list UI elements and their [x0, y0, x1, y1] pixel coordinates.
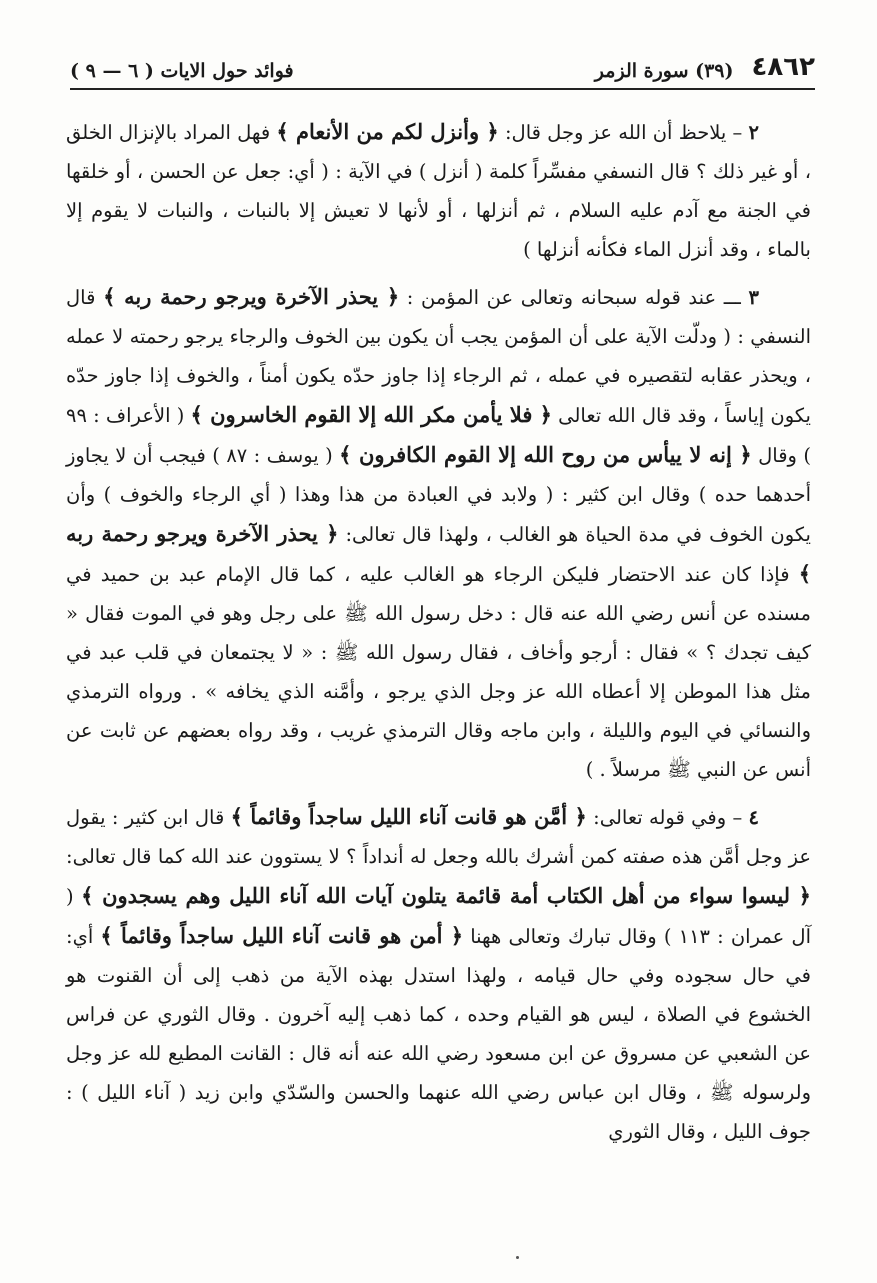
page-mark: [516, 1256, 519, 1259]
page-header: [70, 34, 815, 90]
body-text: ( يوسف : ٨٧ ) فيجب أن لا يجاوز أحدهما حده ) وقال ابن كثير : ( ولابد في العبادة من هذا وهذا ( أي الرجاء والخوف ) وأن يكون الخوف في مدة الحياة هو الغالب ، ولهذا قال تعالى:: [66, 444, 811, 546]
body-text: ( آل عمران : ١١٣ ) وقال تبارك وتعالى ههنا: [66, 885, 811, 948]
running-title: فوائد حول الايات ( ٦ — ٩ ): [70, 60, 294, 82]
body-text: أي: في حال سجوده وفي حال قيامه ، ولهذا استدل بهذه الآية من ذهب إلى أن القنوت هو الخشوع في الصلاة ، ليس هو القيام وحده ، كما ذهب إليه آخرون . وقال الثوري عن فراس عن الشعبي عن مسروق عن ابن مسعود رضي الله عنه أنه قال : القانت المطيع لله عز وجل ولرسوله ﷺ ، وقال ابن عباس رضي الله عنهما والحسن والسّدّي وابن زيد ( آناء الليل ) : جوف الليل ، وقال الثوري: [66, 925, 811, 1143]
paragraph-number: ٢: [748, 121, 760, 144]
body-text: فإذا كان عند الاحتضار فليكن الرجاء هو الغالب عليه ، كما قال الإمام عبد بن حميد في مسنده عن أنس رضي الله عنه قال : دخل رسول الله ﷺ على رجل وهو في الموت فقال « كيف تجدك ؟ » فقال : أرجو وأخاف ، فقال رسول الله ﷺ : « لا يجتمعان في قلب عبد في مثل هذا الموطن إلا أعطاه الله عز وجل الذي يرجو ، وأمَّنه الذي يخافه » . ورواه الترمذي والنسائي في اليوم والليلة ، وابن ماجه وقال الترمذي غريب ، وقد رواه بعضهم عن ثابت عن أنس عن النبي ﷺ مرسلاً . ): [66, 563, 811, 781]
paragraph-number: ٤: [748, 806, 759, 829]
paragraph-٤: [66, 797, 811, 1151]
quran-quote: ﴿ ليسوا سواء من أهل الكتاب أمة قائمة يتلون آيات الله آناء الليل وهم يسجدون ﴾: [81, 883, 811, 908]
paragraph-٢: [66, 112, 811, 269]
body-text: – يلاحظ أن الله عز وجل قال:: [498, 121, 749, 144]
paragraph-number: ٣: [748, 286, 759, 309]
quran-quote: ﴿ يحذر الآخرة ويرجو رحمة ربه ﴾: [103, 284, 400, 309]
body-text: قال النسفي : ( ودلّت الآية على أن المؤمن يجب أن يكون بين الخوف والرجاء يرجو رحمته لا عمله ، ويحذر عقابه لتقصيره في عمله ، ثم الرجاء إذا جاوز حدّه يكون أمناً ، والخوف إذا جاوز حدّه يكون إياساً ، وقد قال الله تعالى: [66, 286, 811, 427]
quran-quote: ﴿ يحذر الآخرة ويرجو رحمة ربه ﴾: [66, 521, 811, 586]
page-body: [66, 112, 811, 1243]
body-text: ( الأعراف : ٩٩ ) وقال: [66, 404, 811, 467]
body-text: فهل المراد بالإنزال الخلق ، أو غير ذلك ؟ قال النسفي مفسِّراً كلمة ( أنزل ) في الآية : ( أي: جعل عن الحسن ، أو خلقها في الجنة مع آدم عليه السلام ، ثم أنزلها ، أو لأنها لا تعيش إلا بالنبات ، والنبات لا يقوم إلا بالماء ، وقد أنزل الماء فكأنه أنزلها ): [66, 121, 811, 261]
quran-quote: ﴿ فلا يأمن مكر الله إلا القوم الخاسرون ﴾: [190, 402, 552, 427]
body-text: – وفي قوله تعالى:: [586, 806, 749, 829]
quran-quote: ﴿ أمن هو قانت آناء الليل ساجداً وقائماً ﴾: [100, 923, 464, 948]
header-right-group: [595, 52, 815, 82]
paragraph-٣: [66, 277, 811, 789]
quran-quote: ﴿ إنه لا ييأس من روح الله إلا القوم الكافرون ﴾: [339, 442, 752, 467]
quran-quote: ﴿ أمَّن هو قانت آناء الليل ساجداً وقائماً ﴾: [230, 804, 587, 829]
surah-title: (٣٩) سورة الزمر: [594, 60, 734, 82]
body-text: ـــ عند قوله سبحانه وتعالى عن المؤمن :: [399, 286, 749, 309]
body-text: قال ابن كثير : يقول عز وجل أمَّن هذه صفته كمن أشرك بالله وجعل له أنداداً ؟ لا يستوون عند الله كما قال تعالى:: [66, 806, 811, 868]
quran-quote: ﴿ وأنزل لكم من الأنعام ﴾: [276, 119, 499, 144]
page-number: ٤٨٦٢: [751, 52, 815, 82]
